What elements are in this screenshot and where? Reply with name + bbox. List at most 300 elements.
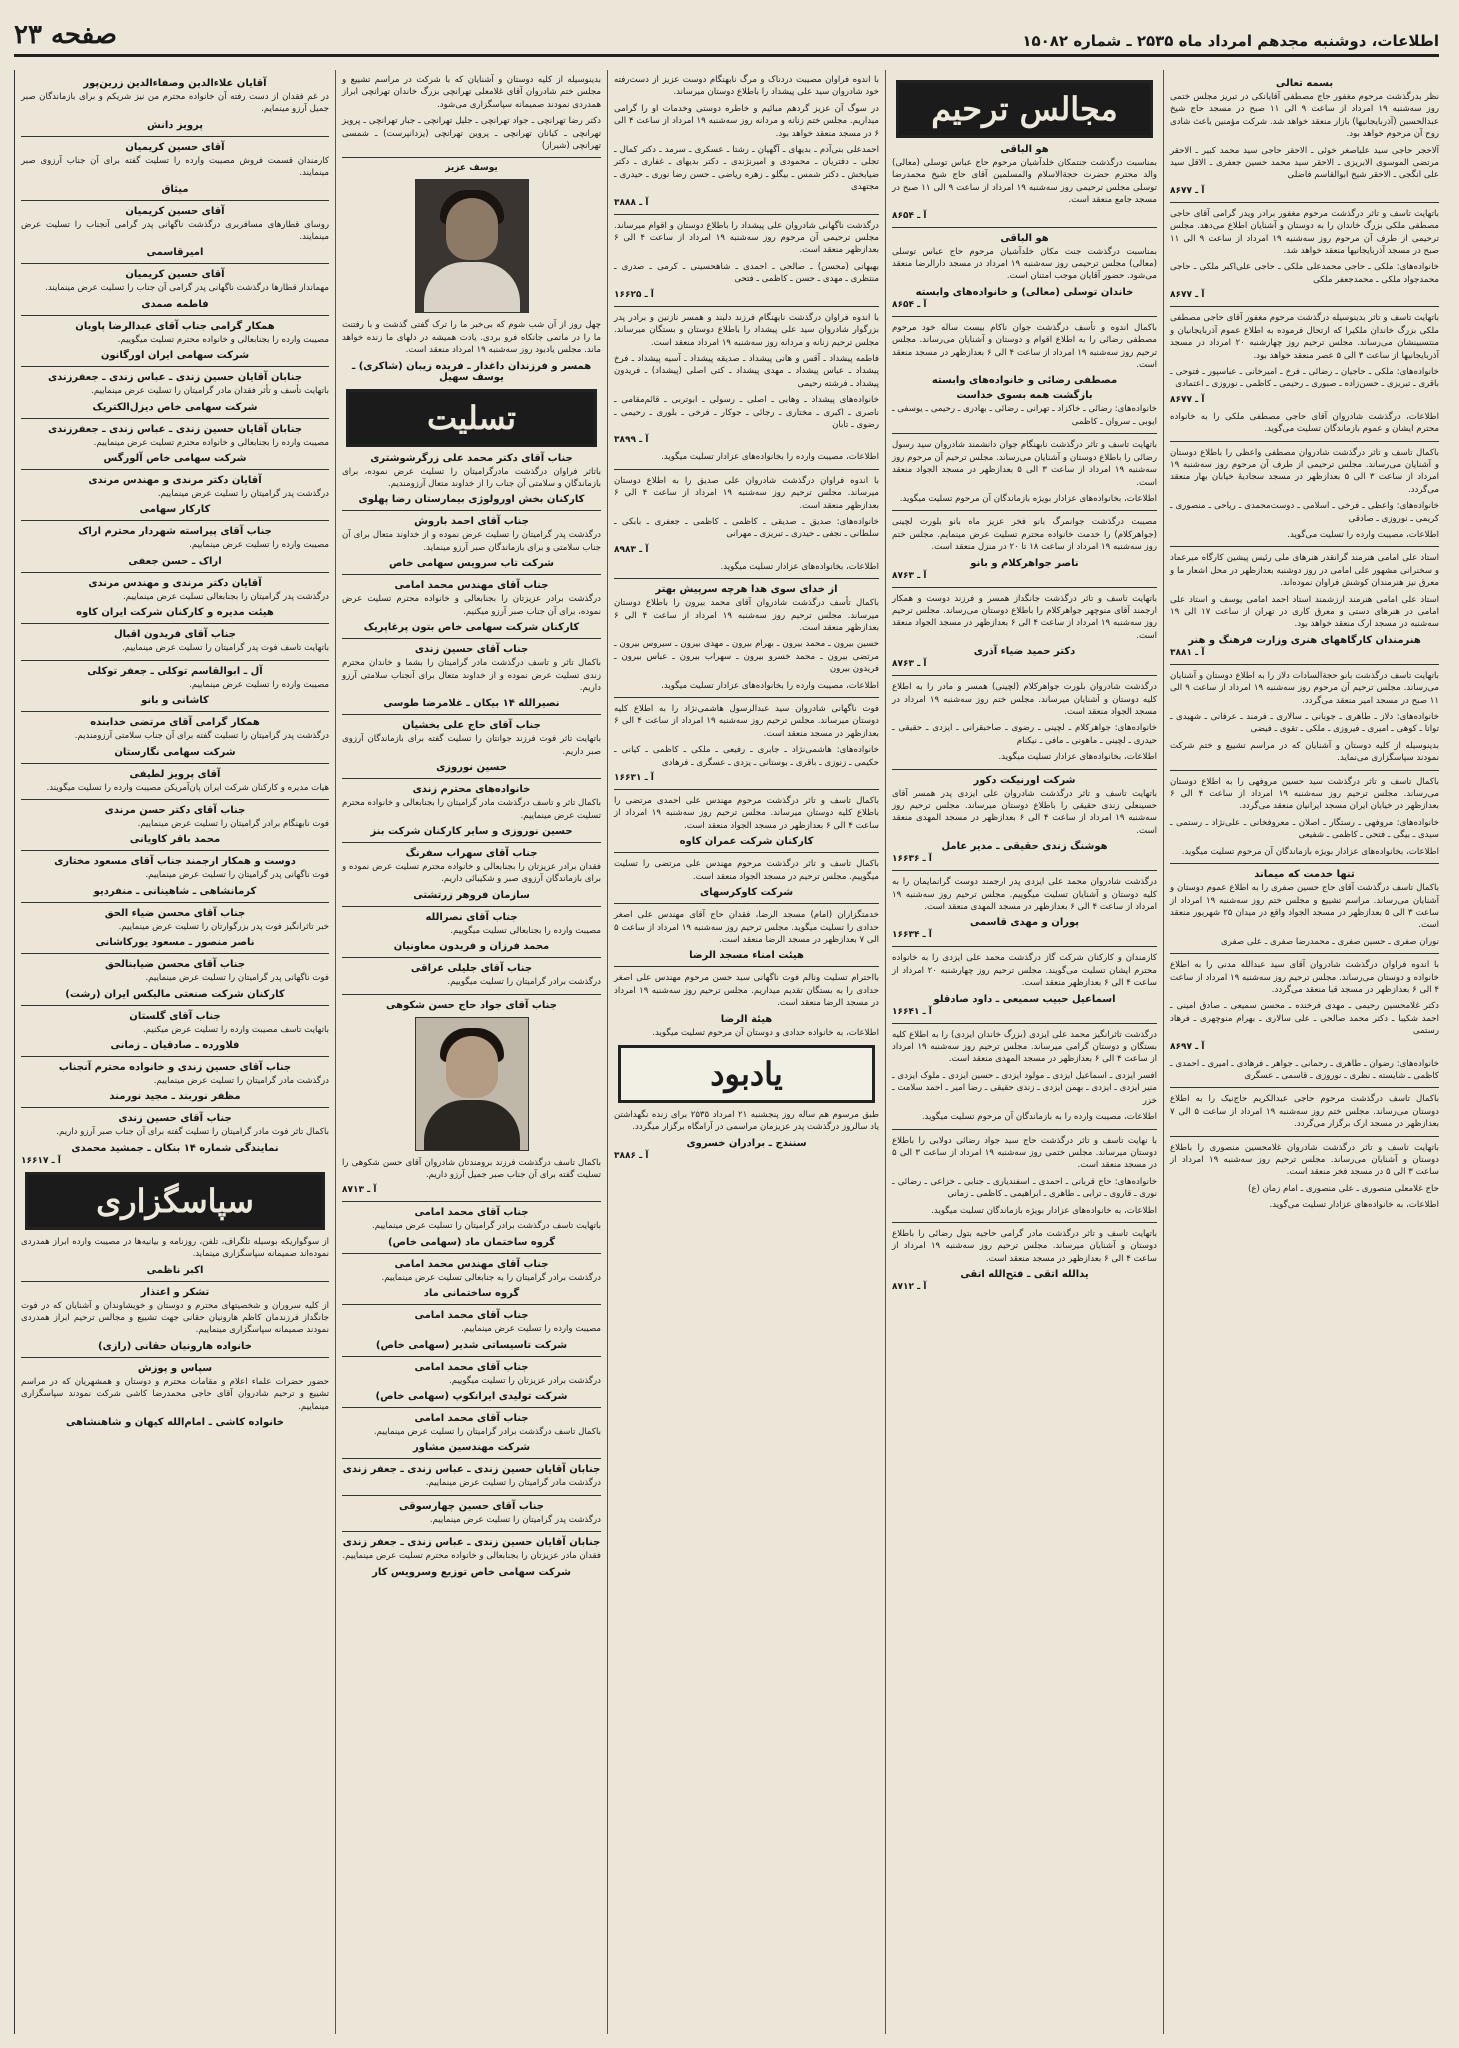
divider bbox=[1170, 1136, 1439, 1137]
heading: جناب آقای دکتر حسن مرندی bbox=[104, 804, 246, 816]
notice-text: درگذشت مادر گرامیتان را تسلیت عرض مینماییم. bbox=[425, 1478, 601, 1489]
divider bbox=[614, 469, 879, 470]
divider bbox=[21, 660, 329, 661]
ad-ref: آ ـ ۱۶۶۳۴ bbox=[892, 930, 932, 941]
ad-ref: آ ـ ۳۸۸۸ bbox=[614, 197, 649, 208]
notice-text: خانواده‌های: هاشمی‌نژاد ـ جابری ـ رفیعی ـ ملکی ـ کاظمی ـ کیانی ـ حکیمی ـ زنوزی ـ باقری ـ بوستانی ـ یزدی ـ عسگری ـ فرهادی bbox=[614, 745, 879, 768]
notice-text: مصیبت درگذشت جوانمرگ بانو فخر عزیز ماه بانو بلورت لچینی (جواهرکلام) را خدمت خانواده محترم تسلیت عرض مینمایم. مجلس ختم روز سه‌شنبه ۱۹ امرداد از ساعت ۱۸ تا ۲۰ در منزل منعقد است. bbox=[892, 517, 1157, 553]
heading: جناب آقای حسین زندی bbox=[414, 644, 529, 656]
divider bbox=[892, 433, 1157, 434]
notice-text: خانواده‌های پیشداد ـ وهابی ـ اصلی ـ رسولی ـ ابوتربی ـ قائم‌مقامی ـ ناصری ـ اکبری ـ مختاری ـ رجائی ـ جوکار ـ فرخی ـ بلوری ـ رحیمی ـ رضوی ـ تابان bbox=[614, 395, 879, 430]
divider bbox=[342, 906, 601, 907]
notice-text: خدمتگزاران (امام) مسجد الرضا، فقدان حاج آقای مهندس علی اصغر حدادی را تسلیت میگوید. مجلس ترحیم روز سه‌شنبه ۱۹ امرداد از ساعت ۵ الی ۷ بعدازظهر در مسجد الرضا منعقد است. bbox=[614, 910, 879, 945]
ad-ref: آ ـ ۸۶۵۴ bbox=[892, 210, 927, 221]
signature: مظفر نوربند ـ مجید نورمند bbox=[109, 1091, 241, 1103]
notice-text: مصیبت وارده را تسلیت عرض مینماییم. bbox=[189, 679, 329, 690]
divider bbox=[342, 957, 601, 958]
heading: جناب آقای حسین چهارسوقی bbox=[399, 1500, 544, 1512]
heading: جناب آقای محسن ضیابنالحق bbox=[104, 959, 246, 971]
signature: کارکنان شرکت عمران کاوه bbox=[679, 836, 814, 848]
column-3 bbox=[607, 70, 885, 2034]
signature: خانواده هارونیان حقانی (رازی) bbox=[98, 1340, 252, 1352]
notice-text: بمناسبت درگذشت جنتمکان خلدآشیان مرحوم حاج عباس توسلی (معالی) والد محترم حضرت حجة‌الاسلام والمسلمین آقای حاج شیخ محمدرضا توسلی مجلس ترحیمی روز سه‌شنبه ۱۹ امرداد از ساعت ۹ الی ۱۱ صبح در مسجد جامع منعقد است. bbox=[892, 158, 1157, 206]
divider bbox=[21, 850, 329, 851]
divider bbox=[21, 1107, 329, 1108]
ad-ref: آ ـ ۸۷۶۳ bbox=[892, 659, 927, 670]
column-2 bbox=[885, 70, 1163, 2034]
heading: دوست و همکار ارجمند جناب آقای مسعود مختاری bbox=[54, 856, 296, 868]
signature: گروه ساختمانی ماد bbox=[423, 1288, 520, 1300]
notice-text: دکتر غلامحسین رحیمی ـ مهدی فرخنده ـ محسن سمیعی ـ صادق امینی ـ احمد شکیبا ـ دکتر محمد صالحی ـ علی سالاری ـ بهرام منوچهری ـ فرهاد رستمی bbox=[1170, 1001, 1439, 1037]
signature: ناصر منصور ـ مسعود یورکاشانی bbox=[95, 937, 255, 949]
notice-text: اطلاعات، درگذشت شادروان آقای حاجی مصطفی ملکی را به خانواده محترم ایشان و عموم بازماندگان تسلیت می‌گوید. bbox=[1170, 411, 1439, 435]
photo-caption: یوسف عزیز bbox=[445, 163, 498, 174]
ad-ref: آ ـ ۱۶۶۳۱ bbox=[614, 773, 654, 784]
notice-text: درگذشت برادر عزیزتان را بجنابعالی و خانواده محترم تسلیت عرض نموده، برای آن جناب صبر آرزو میکنیم. bbox=[342, 594, 601, 617]
heading: جناب آقای محمد امامی bbox=[414, 1413, 529, 1424]
notice-text: بمناسبت درگذشت جنت مکان خلدآشیان مرحوم حاج عباس توسلی (معالی) مجلس ترحیمی روز سه‌شنبه ۱۹ امرداد در مسجد دارالرضا منعقد می‌شود. حضور آقایان موجب امتنان است. bbox=[892, 246, 1157, 282]
heading: جناب آقای محمد امامی bbox=[414, 1310, 529, 1322]
notice-text: باکمال تاسف و تاثر درگذشت سید حسین مروفهی را به اطلاع دوستان می‌رساند. مجلس ترحیم روز سه‌شنبه ۱۹ امرداد از ساعت ۴ الی ۶ بعدازظهر در خیابان ایران مسجد ایرانیان منعقد می‌گردد. bbox=[1170, 776, 1439, 812]
signature: کرمانشاهی ـ شاهینانی ـ منفردیو bbox=[93, 885, 257, 897]
ad-ref: آ ـ ۸۶۷۷ bbox=[1170, 290, 1205, 301]
heading: سپاس و پوزش bbox=[137, 1362, 213, 1374]
divider bbox=[21, 623, 329, 624]
signature: دکتر حمید ضیاء آذری bbox=[973, 646, 1076, 658]
divider bbox=[892, 510, 1157, 511]
signature: خانواده کاشی ـ امام‌الله کیهان و شاهنشاهی bbox=[66, 1417, 284, 1428]
notice-text: آلاحجر حاجی سید علیاصغر خوئی ـ الاحقر حاجی سید محمد کبیر ـ الاحقر مرتضی الموسوی الابریزی ـ الاحقر سید محمد حسین جعفری ـ الاقل سید علی انگجی ـ الاحقر شیخ ابوالقاسم فاضلی bbox=[1170, 145, 1439, 181]
notice-text: درگذشت پدر گرامیتان را بجنابعالی تسلیت عرض مینماییم. bbox=[123, 591, 329, 602]
signature: خاندان توسلی (معالی) و خانواده‌های وابسته bbox=[915, 286, 1134, 298]
divider bbox=[892, 587, 1157, 588]
heading: جنابان آقایان حسین زندی ـ عباس زندی ـ جعفرزندی bbox=[47, 423, 303, 435]
divider bbox=[614, 306, 879, 307]
heading: بازگشت همه بسوی خداست bbox=[956, 390, 1093, 402]
signature: کارکنان بخش اورولوژی بیمارستان رضا پهلوی bbox=[358, 494, 585, 506]
notice-text: اطلاعات، به خانواده حدادی و دوستان آن مرحوم تسلیت میگوید. bbox=[652, 1027, 879, 1038]
divider bbox=[21, 1005, 329, 1006]
signature: محمد فرزان و فریدون معاونیان bbox=[393, 941, 550, 953]
notice-text: درگذشت برادر عزیزتان را تسلیت میگوییم. bbox=[449, 1375, 601, 1386]
notice-text: روسای قطارهای مسافربری درگذشت ناگهانی پدر گرامی آنجناب را تسلیت عرض مینمایند. bbox=[21, 219, 329, 243]
heading: شرکت اورنیکت دکور bbox=[973, 774, 1076, 786]
heading: جنابان آقایان حسین زندی ـ عباس زندی ـ جعفر زندی bbox=[342, 1537, 601, 1549]
notice-text: باتهایت تاسف و تاثر درگذشت شادروان علی ایزدی پدر همسر آقای حسینعلی زندی حقیقی را باطلاع دوستان میرساند. مجلس ترحیم روز سه‌شنبه ۱۹ امرداد از ساعت ۴ الی ۶ بعدازظهر در مسجد المهدی منعقد است. bbox=[892, 788, 1157, 836]
divider bbox=[1170, 202, 1439, 203]
divider bbox=[1170, 441, 1439, 442]
divider bbox=[342, 574, 601, 575]
notice-text: باکمال تاسف و تاثر درگذشت شادروان مصطفی واعظی را باطلاع دوستان و آشنایان می‌رساند. مجلس ترحیمی از طرف آن مرحوم روز سه‌شنبه ۱۹ امرداد از ساعت ۳ الی ۵ بعدازظهر در مسجد سجادیهٔ خیابان بهار منعقد می‌گردد. bbox=[1170, 447, 1439, 495]
notice-text: درگذشت برادر گرامیتان را به جنابعالی تسلیت عرض مینماییم. bbox=[381, 1272, 601, 1283]
divider bbox=[342, 1304, 601, 1305]
divider bbox=[21, 418, 329, 419]
ad-ref: آ ـ ۸۹۸۳ bbox=[614, 544, 649, 555]
signature: هوشنگ زندی حقیقی ـ مدیر عامل bbox=[941, 841, 1108, 853]
heading: جناب آقای گلستان bbox=[129, 1010, 221, 1022]
notice-text: خانواده‌های: ملکی ـ حاجیان ـ رضائی ـ فرخ ـ امیرخانی ـ عباسپور ـ فتوحی ـ باقری ـ تبریزی ـ حسن‌زاده ـ صبوری ـ رحیمی ـ کاظمی ـ نوروزی ـ اعتمادی bbox=[1170, 366, 1439, 390]
ad-ref: آ ـ ۸۷۶۳ bbox=[892, 570, 927, 581]
notice-text: خانواده‌های: جواهرکلام ـ لچینی ـ رضوی ـ صاحبقرانی ـ ایزدی ـ حقیقی ـ حیدری ـ لچینی ـ ماهونی ـ مافی ـ نیکنام bbox=[892, 723, 1157, 746]
signature: شرکت کاوکرسهای bbox=[699, 887, 794, 899]
notice-text: استاد علی امامی هنرمند گرانقدر هنرهای ملی رئیس پیشین کارگاه میرعماد و سخنرانی مشهور علی امامی در روز دوشنبه بعدازظهر در محل اشعار ما و معرق نیز هنرمندان کوشش فراوان نموده‌اند. bbox=[1170, 553, 1439, 589]
notice-text: درگذشت پدر گرامیتان را تسلیت گفته برای آن جناب سلامتی آرزومندیم. bbox=[74, 731, 329, 742]
heading: هو الباقی bbox=[1000, 232, 1049, 244]
divider bbox=[342, 157, 601, 158]
divider bbox=[21, 953, 329, 954]
divider bbox=[342, 994, 601, 995]
notice-text: استاد علی امامی هنرمند ارزشمند استاد احمد امامی یوسف و استاد علی امامی در هنرهای دستی و معرق کاری در تهران از ساعت ۱۷ الی ۱۹ سه‌شنبه در مسجد ارک منعقد خواهد بود. bbox=[1170, 594, 1439, 630]
notice-text: از سوگواریکه بوسیله تلگراف، تلفن، روزنامه و بیانیه‌ها در مصیبت وارده ابراز همدردی نموده‌اند صمیمانه سپاسگزاری مینماید. bbox=[21, 1236, 329, 1260]
heading: تشکر و اعتذار bbox=[140, 1286, 210, 1298]
notice-text: نظر بدرگذشت مرحوم مغفور حاج مصطفی آقایانکی در تبریز مجلس ختمی روز سه‌شنبه ۱۹ امرداد از ساعت ۹ الی ۱۱ صبح در مسجد حاج شیخ عبدالحسین (آذربایجانیها) بازار منعقد خواهد شد. شرکت مؤمنین باعث شادی روح آن مرحوم خواهد بود. bbox=[1170, 92, 1439, 140]
notice-text: اطلاعات، بخانواده‌های عزادار بویژه بازماندگان آن مرحوم تسلیت میگوید. bbox=[899, 493, 1157, 504]
signature: محمد باقر کاویانی bbox=[129, 834, 221, 846]
signature: امیرقاسمی bbox=[146, 247, 204, 259]
divider bbox=[342, 1253, 601, 1254]
signature: شرکت سهامی نگارستان bbox=[114, 746, 236, 758]
notice-text: باتهایت تاثر فوت فرزند جوانتان را تسلیت گفته برای بازماندگان آرزوی صبر داریم. bbox=[342, 734, 601, 757]
notice-text: از کلیه سروران و شخصیتهای محترم و دوستان و خویشاوندان و آشنایان که در فوت جانگداز فرزندمان کاظم هارونیان حقانی جهت تشییع و مجالس ترحیم ابراز همدردی نمودند صمیمانه سپاسگزاری مینماییم. bbox=[21, 1300, 329, 1336]
signature: هنرمندان کارگاههای هنری وزارت فرهنگ و هنر bbox=[1188, 634, 1421, 646]
divider bbox=[892, 675, 1157, 676]
heading: همکار گرامی آقای مرتضی خدابنده bbox=[90, 717, 260, 729]
heading: آقایان دکتر مرندی و مهندس مرندی bbox=[88, 577, 262, 589]
divider bbox=[342, 1356, 601, 1357]
divider bbox=[892, 1222, 1157, 1223]
notice-text: باکمال تاثر و تاسف درگذشت مادر گرامیتان را بشما و خاندان محترم زندی تسلیت عرض نموده و از خداوند متعال برای آنجناب سلامتی آرزو داریم. bbox=[342, 658, 601, 693]
divider bbox=[1170, 863, 1439, 864]
divider bbox=[342, 1458, 601, 1459]
notice-text: افسر ایزدی ـ اسماعیل ایزدی ـ مولود ایزدی ـ حسین ایزدی ـ ملوک ایزدی ـ منیر ایزدی ـ ایزدی ـ بهمن ایزدی ـ زندی حقیقی ـ رضا امیر ـ احمد سلامت ـ خزر bbox=[892, 1070, 1157, 1106]
signature: پرویز دانش bbox=[146, 119, 204, 131]
issue-line: اطلاعات، دوشنبه مجدهم امرداد ماه ۲۵۳۵ ـ شماره ۱۵۰۸۲ bbox=[1022, 32, 1439, 50]
heading: جناب آقای محمد امامی bbox=[414, 1207, 529, 1219]
signature: شرکت سهامی خاص آلورگس bbox=[103, 453, 247, 465]
heading: جناب آقای حسین زندی و خانواده محترم آنجناب bbox=[58, 1061, 292, 1073]
heading: جناب آقای حاج علی بخشیان bbox=[402, 720, 541, 732]
notice-text: هیات مدیره و کارکنان شرکت ایران پان‌آمریکن مصیبت وارده را تسلیت میگویند. bbox=[46, 782, 329, 793]
heading: همکار گرامی جناب آقای عبدالرضا پاویان bbox=[75, 320, 275, 332]
notice-text: کارمندان و کارکنان شرکت گاز درگذشت محمد علی ایزدی را به خانواده محترم ایشان تسلیت می‌گویند. مجلس ترحیم روز چهارشنبه ۲۰ امرداد از ساعت ۴ الی ۶ بعدازظهر منعقد است. bbox=[892, 953, 1157, 989]
notice-text: درگذشت پدر گرامیتان را تسلیت عرض نموده و از خداوند متعال برای آن جناب سلامتی و برای بازماندگان صبر آرزو مینماید. bbox=[342, 530, 601, 553]
signature: شرکت سهامی ایران اورگانون bbox=[100, 350, 250, 362]
signature: اراک ـ حسن جعفی bbox=[128, 555, 222, 567]
divider bbox=[892, 870, 1157, 871]
signature: حسین نوروزی bbox=[436, 762, 507, 774]
notice-text: فقدان برادر عزیزتان را بجنابعالی و خانواده محترم تسلیت عرض نموده و برای بازماندگان آرزوی صبر و شکیبائی داریم. bbox=[342, 861, 601, 885]
notice-text: خانواده‌های: رضوان ـ طاهری ـ رحمانی ـ جواهر ـ فرهادی ـ امیری ـ احمدی ـ کاظمی ـ شایسته ـ نظری ـ نوروزی ـ قاسمی ـ عسگری bbox=[1170, 1058, 1439, 1081]
divider bbox=[21, 799, 329, 800]
notice-text: اطلاعات، بخانواده‌های عزادار تسلیت میگوید. bbox=[998, 752, 1157, 763]
signature: سازمان فروهر زرتشتی bbox=[413, 889, 530, 901]
notice-text: فوت ناگهانی پدر گرامیتان را تسلیت عرض مینماییم. bbox=[145, 870, 329, 881]
notice-text: با نهایت تاسف و تاثر درگذشت حاج سید جواد رضائی دولابی را باطلاع دوستان میرساند. مجلس ختمی روز سه‌شنبه ۱۹ امرداد از ساعت ۳ الی ۵ در مسجد منعقد است. bbox=[892, 1135, 1157, 1171]
notice-text: فقدان مادر عزیزتان را بجنابعالی و خانواده محترم تسلیت عرض مینماییم. bbox=[342, 1551, 601, 1562]
notice-text: با اندوه فراوان درگذشت نابهنگام فرزند دلبند و همسر نازنین و برادر پدر بزرگوار شادروان سید علی پیشداد را باطلاع دوستان و بستگان میرساند. مجلس ترحیم زنانه و مردانه روز سه‌شنبه ۱۹ امرداد منعقد است. bbox=[614, 312, 879, 348]
notice-text: باتهایت تاسف و تاثر درگذشت نابهنگام جوان دانشمند شادروان سید رسول رضائی را باطلاع دوستان و آشنایان می‌رساند. مجلس ترحیم آن مرحوم روز سه‌شنبه ۱۹ امرداد از ساعت ۳ الی ۵ بعدازظهر در مسجد الجواد منعقد است. bbox=[892, 440, 1158, 488]
column-5 bbox=[14, 70, 335, 2034]
notice-text: درگذشت تاثرانگیز محمد علی ایزدی (بزرگ خاندان ایزدی) را به اطلاع کلیه بستگان و دوستان گرامی میرساند. مجلس ترحیم روز سه‌شنبه ۱۹ امرداد از ساعت ۴ الی ۶ بعدازظهر در مسجد المهدی منعقد است. bbox=[892, 1029, 1157, 1065]
divider bbox=[342, 714, 601, 715]
photo-body bbox=[424, 1100, 520, 1151]
notice-text: احمدعلی بنی‌آدم ـ بدیهای ـ آگهیان ـ رشتا ـ عسکری ـ سرمد ـ دکتر کمال ـ تجلی ـ دفتریان ـ محمودی و امیرنژندی ـ دکتر بدیهای ـ غفاری ـ دکتر ضیابخش ـ دکتر شمس ـ بیگلو ـ زهره ریاضی ـ حسن رضا نوری ـ حیدری ـ مجتهدی bbox=[614, 145, 879, 193]
signature: نصیرالله ۱۴ بیکان ـ غلامرضا طوسی bbox=[383, 698, 560, 710]
ad-ref: آ ـ ۱۶۶۴۱ bbox=[892, 1006, 932, 1017]
sepas-banner: سپاسگزاری bbox=[25, 1172, 325, 1230]
notice-text: خانواده‌های: واعظی ـ فرخی ـ اسلامی ـ دوست‌محمدی ـ ریاحی ـ منصوری ـ کریمی ـ نوروزی ـ صادقی bbox=[1170, 501, 1439, 524]
divider bbox=[342, 1495, 601, 1496]
notice-text: اطلاعات، به خانواده‌های عزادار بویژه بازماندگان تسلیت میگوید. bbox=[931, 1205, 1157, 1216]
divider bbox=[614, 789, 879, 790]
notice-text: درگذشت پدر گرامیتان را تسلیت عرض مینماییم. bbox=[157, 489, 329, 500]
divider bbox=[21, 763, 329, 764]
signature: حسین نوروزی و سایر کارکنان شرکت بنز bbox=[370, 825, 573, 837]
divider bbox=[892, 1023, 1157, 1024]
notice-text: درگذشت پدر گرامیتان را تسلیت عرض مینماییم. bbox=[429, 1514, 601, 1525]
divider bbox=[1170, 546, 1439, 547]
divider bbox=[21, 263, 329, 264]
divider bbox=[1170, 770, 1439, 771]
signature: سنندج ـ برادران خسروی bbox=[686, 1137, 807, 1149]
signature: ناصر جواهرکلام و بانو bbox=[970, 557, 1079, 569]
majales-banner: مجالس ترحیم bbox=[896, 80, 1153, 138]
heading: آقایان دکتر مرندی و مهندس مرندی bbox=[88, 475, 262, 487]
notice-text: باتهایت تأسف و تأثر فقدان مادر گرامیتان را تسلیت عرض مینماییم. bbox=[91, 386, 329, 397]
notice-text: خانواده‌های: حاج قربانی ـ احمدی ـ اسفندیاری ـ جنابی ـ خزاعی ـ رضائی ـ نوری ـ قاروی ـ ترابی ـ طاهری ـ ابراهیمی ـ کاظمی ـ زمانی bbox=[892, 1176, 1157, 1200]
divider bbox=[614, 903, 879, 904]
notice-text: خبر تاثرانگیز فوت پدر بزرگوارتان را تسلیت عرض مینماییم. bbox=[118, 921, 329, 932]
signature: فلاورده ـ صادقیان ـ زمانی bbox=[110, 1039, 240, 1051]
notice-text: باتهایت تاسف و تاثر درگذشت شادروان غلامحسین منصوری را باطلاع دوستان و آشنایان می‌رساند. مجلس ترحیم روز سه‌شنبه ۱۹ امرداد از ساعت ۳ الی ۵ در مسجد فخر منعقد است. bbox=[1170, 1142, 1439, 1178]
notice-text: باتهایت تاسف و تاثر درگذشت جانگداز همسر و فرزند دوست و همکار ارجمند آقای منوچهر جواهرکلام را باطلاع دوستان می‌رساند. مجلس ترحیم روز سه‌شنبه ۱۹ امرداد از ساعت ۴ الی ۶ بعدازظهر در مسجد الجواد منعقد است. bbox=[892, 593, 1158, 641]
notice-text: فوت ناگهانی پدر گرامیتان را تسلیت عرض مینماییم. bbox=[145, 973, 329, 984]
divider bbox=[614, 697, 879, 698]
notice-text: خانواده‌های: صدیق ـ صدیقی ـ کاظمی ـ کاظمی ـ جعفری ـ بابکی ـ سلطانی ـ نجفی ـ حیدری ـ تبریزی ـ مهرانی bbox=[614, 516, 879, 540]
divider bbox=[614, 214, 879, 215]
divider bbox=[1170, 953, 1439, 954]
divider bbox=[342, 1201, 601, 1202]
notice-text: با اندوه فراوان درگذشت شادروان علی صدیق را به اطلاع دوستان میرساند. مجلس ترحیم روز سه‌شنبه ۱۹ امرداد از ساعت ۴ الی ۶ بعدازظهر منعقد است. bbox=[614, 475, 879, 511]
notice-text: باتهایت تاسف فوت پدر گرامیتان را تسلیت عرض مینماییم. bbox=[122, 643, 329, 654]
portrait-photo bbox=[415, 179, 529, 313]
divider bbox=[21, 136, 329, 137]
notice-text: در غم فقدان از دست رفته آن خانواده محترم من نیز شریکم و برای بازماندگان صبر جمیل آرزو مینمایم. bbox=[21, 92, 329, 115]
notice-text: بااحترام تسلیت ونالم فوت ناگهانی سید حسن مرحوم مهندس علی اصغر حدادی را به بستگان تقدیم میداریم. مجلس ترحیم روز سه‌شنبه ۱۹ امرداد در مسجد الرضا منعقد است. bbox=[614, 973, 879, 1009]
notice-text: فاطمه پیشداد ـ آقس و هانی پیشداد ـ صدیقه پیشداد ـ آسیه پیشداد ـ فرخ پیشداد ـ عباس پیشداد ـ مهدی پیشداد ـ کتی اصلی (پیشداد) ـ فریدون پیشداد ـ فرشته رحیمی bbox=[614, 353, 879, 389]
photo-head bbox=[446, 198, 498, 260]
heading: جناب آقای جواد حاج حسن شکوهی bbox=[386, 999, 557, 1011]
heading: خانواده‌های محترم زندی bbox=[412, 784, 531, 796]
notice-text: فوت ناگهانی شادروان سید عبدالرسول هاشمی‌نژاد را به اطلاع کلیه دوستان میرساند. مجلس ترحیم روز سه‌شنبه ۱۹ امرداد از ساعت ۴ الی ۶ بعدازظهر در مسجد منعقد است. bbox=[614, 704, 879, 739]
notice-text: مصیبت وارده را تسلیت عرض مینماییم. bbox=[189, 540, 329, 551]
notice-text: باتهایت تاسف درگذشت برادر گرامیتان را تسلیت عرض مینماییم. bbox=[372, 1221, 601, 1232]
notice-text: مصیبت وارده را بجنابعالی و خانواده محترم تسلیت عرض مینماییم. bbox=[93, 437, 329, 448]
signature: هیئت مدیره و کارکنان شرکت ایران کاوه bbox=[76, 607, 274, 619]
heading: جنابان آقایان حسین زندی ـ عباس زندی ـ جعفرزندی bbox=[47, 372, 303, 384]
notice-text: اطلاعات، مصیبت وارده را تسلیت می‌گوید. bbox=[1287, 529, 1439, 540]
divider bbox=[614, 966, 879, 967]
divider bbox=[21, 1357, 329, 1358]
divider bbox=[21, 520, 329, 521]
divider bbox=[342, 1531, 601, 1532]
ad-ref: آ ـ ۳۸۹۹ bbox=[614, 435, 649, 446]
signature: میثاق bbox=[161, 183, 189, 195]
notice-text: باتهایت تاسف مصیبت وارده را تسلیت عرض میکنیم. bbox=[142, 1024, 329, 1035]
page-header bbox=[14, 14, 1439, 57]
notice-text: بدینوسیله از کلیه دوستان و آشنایان که در مراسم تشییع و ختم شرکت نمودند سپاسگزاری می‌نماید. bbox=[1170, 740, 1439, 764]
notice-text: باکمال تاسف و تاثر درگذشت مرحوم مهندس علی مرتضی را تسلیت میگوییم. مجلس ترحیم در مسجد الجواد منعقد است. bbox=[614, 859, 879, 882]
signature: هیئة الرضا bbox=[720, 1013, 773, 1025]
notice-text: باتهایت تاسف و تاثر بدینوسیله درگذشت مرحوم مغفور آقای حاجی مصطفی ملکی بزرگ خاندان ملکیرا که ارتحال فرموده به اطلاع عموم آذربایجانیان و منتسبینشان می‌رساند. مجلس ترحیم روز چهارشنبه ۲۰ امرداد در مسجد آذربایجانیها از ساعت ۳ الی ۵ عصر منعقد خواهد بود. bbox=[1170, 313, 1439, 361]
heading: آقای حسین کریمیان bbox=[125, 269, 225, 281]
heading: از خدای سوی هدا هرچه سرپیش بهتر bbox=[655, 584, 838, 596]
signature: شرکت سهامی خاص دیزل‌الکتریک bbox=[92, 401, 258, 413]
notice-text: بدینوسیله از کلیه دوستان و آشنایان که با شرکت در مراسم تشییع و مجلس ختم شادروان آقای غلامعلی تهرانچی بزرگ خاندان تهرانچی ابراز همدردی نمودند صمیمانه سپاسگزاری می‌شود. bbox=[342, 75, 601, 110]
signature: شرکت تولیدی ایرانکوپ (سهامی خاص) bbox=[375, 1391, 568, 1402]
heading: جناب آقای سهراب سفرنگ bbox=[405, 847, 538, 859]
ad-ref: آ ـ ۸۷۱۲ bbox=[892, 1282, 927, 1293]
notice-text: حاج غلامعلی منصوری ـ علی منصوری ـ امام زمان (ع) bbox=[1248, 1183, 1439, 1194]
signature: پوران و مهدی قاسمی bbox=[969, 917, 1080, 929]
divider bbox=[892, 946, 1157, 947]
notice-text: باکمال تاسف درگذشت برادر گرامیتان را تسلیت عرض مینماییم. bbox=[373, 1427, 601, 1437]
divider bbox=[614, 578, 879, 579]
notice-text: باکمال تاثر فوت مادر گرامیتان را تسلیت گفته برای آن جناب صبر آرزو داریم. bbox=[56, 1127, 329, 1138]
heading: آقای حسین کریمیان bbox=[125, 141, 225, 153]
heading: هو الباقی bbox=[1000, 144, 1049, 155]
divider bbox=[892, 316, 1157, 317]
signature: شرکت سهامی خاص توزیع وسرویس کار bbox=[372, 1566, 571, 1578]
divider bbox=[21, 1056, 329, 1057]
notice-text: با اندوه فراوان مصیبت دردناک و مرگ نابهنگام دوست عزیز از دست‌رفته خود شادروان سید علی پیشداد را باطلاع دوستان میرساند. bbox=[614, 75, 879, 98]
photo-head bbox=[446, 1036, 498, 1098]
notice-text: درگذشت ناگهانی شادروان علی پیشداد را باطلاع دوستان و اقوام میرساند. مجلس ترحیمی آن مرحوم روز سه‌شنبه ۱۹ امرداد از ساعت ۴ الی ۶ بعدازظهر منعقد است. bbox=[614, 220, 879, 256]
notice-text: چهل روز از آن شب شوم که بی‌خبر ما را ترک گفتی گذشت و با رفتنت ما را در ماتمی جانکاه فرو بردی. یادت همیشه در دلهای ما زنده خواهد ماند. مجلس یادبود روز سه‌شنبه ۱۹ امرداد منعقد است. bbox=[342, 320, 601, 356]
ad-ref: آ ـ ۱۶۶۲۵ bbox=[614, 289, 654, 300]
page-number: صفحه ۲۳ bbox=[14, 20, 117, 50]
signature: مصطفی رضائی و خانواده‌های وابسته bbox=[931, 375, 1118, 387]
signature: فاطمه صمدی bbox=[141, 298, 209, 310]
notice-text: مصیبت وارده را تسلیت عرض مینماییم. bbox=[461, 1324, 601, 1335]
heading: بسمه تعالی bbox=[1275, 78, 1334, 89]
signature: یدالله اتقی ـ فتح‌الله اتقی bbox=[960, 1269, 1089, 1281]
notice-text: اطلاعات، مصیبت وارده را بخانواده‌های عزادار تسلیت میگوید. bbox=[661, 452, 879, 463]
heading: جناب آقای نصرالله bbox=[425, 911, 518, 923]
heading: جناب آقای فریدون اقبال bbox=[114, 629, 236, 641]
column-4 bbox=[335, 70, 607, 2034]
notice-text: باکمال تاسف درگذشت مرحوم حاجی عبدالکریم حاج‌نیک را به اطلاع دوستان می‌رساند. مجلس ختم روز سه‌شنبه ۱۹ امرداد از ساعت ۵ الی ۷ بعدازظهر در مسجد ارک برگزار می‌گردد. bbox=[1170, 1094, 1440, 1130]
divider bbox=[21, 366, 329, 367]
notice-text: اطلاعات، مصیبت وارده را به بازماندگان آن مرحوم تسلیت میگوید. bbox=[921, 1112, 1157, 1123]
heading: آقایان علاءالدین وصفاءالدین زرین‌پور bbox=[83, 78, 267, 89]
signature: کارکنان شرکت سهامی خاص بتون پرغاپریک bbox=[363, 622, 580, 634]
notice-text: باکمال تاسف درگذشت آقای حاج حسین صفری را به اطلاع عموم دوستان و آشنایان می‌رساند. مراسم تشییع و مجلس ختم روز سه‌شنبه ۱۹ امرداد از ساعت ۳ الی ۵ بعدازظهر در مسجد الجواد واقع در میدان ۲۵ شهریور منعقد است. bbox=[1170, 883, 1439, 931]
notice-text: حسین بیرون ـ محمد بیرون ـ بهرام بیرون ـ مهدی بیرون ـ سیروس بیرون ـ مرتضی بیرون ـ محمد خسرو بیرون ـ سهراب بیرون ـ عباس بیرون ـ فریدون بیرون bbox=[614, 639, 879, 675]
notice-text: درگذشت برادر گرامیتان را تسلیت میگوییم. bbox=[447, 977, 601, 988]
heading: جناب آقای محمد امامی bbox=[414, 1361, 529, 1373]
signature: همسر و فرزندان داغدار ـ فریده زیبان (شاکری) ـ یوسف سهیل bbox=[351, 360, 592, 383]
divider bbox=[21, 902, 329, 903]
divider bbox=[21, 315, 329, 316]
ad-ref: آ ـ ۸۶۷۷ bbox=[1170, 394, 1205, 405]
column-1 bbox=[1163, 70, 1445, 2034]
divider bbox=[21, 572, 329, 573]
notice-text: کارمندان قسمت فروش مصیبت وارده را تسلیت گفته برای آن جناب آرزوی صبر مینمایند. bbox=[21, 155, 329, 179]
heading: جناب آقای پیراسته شهردار محترم اراک bbox=[78, 526, 272, 538]
divider bbox=[21, 1281, 329, 1282]
notice-text: دکتر رضا تهرانچی ـ جواد تهرانچی ـ جلیل تهرانچی ـ جبار تهرانچی ـ پرویز تهرانچی ـ کیانان تهرانچی ـ پروین تهرانچی (یزدانپرست) ـ شمسی تهرانچی (شیراز) bbox=[342, 116, 601, 152]
notice-text: طبق مرسوم هم ساله روز پنجشنبه ۲۱ امرداد ۲۵۳۵ برای زنده نگهداشتن یاد سالروز درگذشت پدر عزیزمان مراسمی در آرامگاه برگزار میگردد. bbox=[614, 1109, 879, 1133]
signature: کاشانی و بانو bbox=[141, 695, 209, 707]
notice-text: اطلاعات، بخانواده‌های عزادار بویژه بازماندگان آن مرحوم تسلیت میگوید. bbox=[1181, 846, 1439, 857]
notice-text: باتهایت تاسف و تاثر درگذشت مادر گرامی حاجیه بتول رضائی را باطلاع دوستان و آشنایان میرساند. مجلس ترحیم روز سه‌شنبه ۱۹ امرداد از ساعت ۴ الی ۶ بعدازظهر در مسجد منعقد است. bbox=[892, 1228, 1157, 1264]
notice-text: در سوگ آن عزیز گردهم مبائیم و خاطره دوستی وخدمات او را گرامی میداریم. مجلس ختم زنانه و مردانه روز سه‌شنبه ۱۹ امرداد از ساعت ۴ الی ۶ در مسجد منعقد خواهد بود. bbox=[614, 103, 880, 139]
ad-ref: آ ـ ۸۶۹۷ bbox=[1170, 1041, 1205, 1052]
signature: گروه ساختمان ماد (سهامی خاص) bbox=[387, 1236, 556, 1248]
ad-ref: آ ـ ۳۸۸۱ bbox=[1170, 647, 1205, 658]
heading: جناب آقای دکتر محمد علی زرگرشوشتری bbox=[370, 452, 573, 464]
divider bbox=[1170, 1087, 1439, 1088]
heading: جناب آقای مهندس محمد امامی bbox=[394, 1258, 549, 1270]
notice-text: با اندوه فراوان درگذشت شادروان آقای سید عبدالله مدنی را به اطلاع خانواده و دوستان می‌رساند. مجلس ترحیم روز سه‌شنبه ۱۹ امرداد از ساعت ۴ الی ۶ بعدازظهر در مسجد قبا منعقد می‌گردد. bbox=[1170, 960, 1439, 995]
notice-text: نوران صفری ـ حسین صفری ـ محمدرضا صفری ـ علی صفری bbox=[1221, 936, 1439, 947]
notice-text: مصیبت وارده را بجنابعالی تسلیت میگوییم. bbox=[450, 925, 601, 936]
ad-ref: آ ـ ۳۸۸۶ bbox=[614, 1150, 649, 1161]
notice-text: باکمال تأسف درگذشت شادروان آقای محمد بیرون را باطلاع دوستان میرساند. مجلس ترحیم روز سه‌شنبه ۱۹ امرداد از ساعت ۴ الی ۶ بعدازظهر منعقد است. bbox=[614, 598, 879, 633]
divider bbox=[21, 469, 329, 470]
signature: اکبر ناظمی bbox=[146, 1264, 204, 1276]
heading: تنها خدمت که میماند bbox=[1254, 869, 1355, 881]
tasliat-banner: تسلیت bbox=[346, 389, 597, 447]
notice-text: خانواده‌های: ملکی ـ حاجی محمدعلی ملکی ـ حاجی علی‌اکبر ملکی ـ حاجی محمدجواد ملکی ـ محمدجعفر ملکی bbox=[1170, 262, 1439, 285]
heading: آقای حسین کریمیان bbox=[125, 205, 225, 217]
divider bbox=[21, 711, 329, 712]
notice-text: باتهایت تاسف درگذشت بانو حجة‌السادات دلاز را به اطلاع دوستان و آشنایان می‌رساند. مجلس ترحیم آن مرحوم روز سه‌شنبه ۱۹ امرداد از ساعت ۹ الی ۱۱ صبح در مسجد امیر منعقد می‌گردد. bbox=[1170, 670, 1439, 706]
yadbud-banner: یادبود bbox=[618, 1045, 875, 1103]
notice-text: باکمال تاسف و تاثر درگذشت مرحوم مهندس علی احمدی مرتضی را باطلاع کلیه دوستان میرساند. مجلس ترحیم روز سه‌شنبه ۱۹ امرداد از ساعت ۴ الی ۶ بعدازظهر در مسجد الجواد منعقد است. bbox=[614, 796, 879, 831]
heading: آل ـ ابوالقاسم توکلی ـ جعفر توکلی bbox=[87, 665, 263, 677]
photo-body bbox=[424, 262, 520, 313]
divider bbox=[342, 638, 601, 639]
notice-text: باکمال تاسف درگذشت فرزند برومندتان شادروان آقای حسن شکوهی را تسلیت گفته برای آن جناب صبر جمیل آرزو داریم. bbox=[342, 1157, 601, 1180]
signature: کارکنان شرکت صنعتی مالیکس ایران (رشت) bbox=[65, 988, 285, 1000]
ad-ref: آ ـ ۸۶۷۷ bbox=[1170, 185, 1205, 196]
heading: جناب آقای احمد باروش bbox=[414, 516, 529, 528]
ad-ref: آ ـ ۱۶۶۳۶ bbox=[892, 854, 932, 865]
signature: هیئت امناء مسجد الرضا bbox=[689, 950, 804, 962]
divider bbox=[342, 1407, 601, 1408]
notice-text: اطلاعات، بخانواده‌های عزادار تسلیت میگوید. bbox=[720, 561, 879, 572]
divider bbox=[1170, 306, 1439, 307]
ad-ref: آ ـ ۱۶۶۱۷ bbox=[21, 1155, 61, 1166]
divider bbox=[892, 769, 1157, 770]
signature: شرکت مهندسین مشاور bbox=[412, 1442, 531, 1454]
notice-text: حضور حضرات علماء اعلام و مقامات محترم و دوستان و همشهریان که در مراسم تشییع و ترحیم شادروان آقای حاجی محمدرضا کاشی شرکت نمودند سپاسگزاری مینماییم. bbox=[21, 1376, 329, 1412]
divider bbox=[1170, 664, 1439, 665]
notice-text: اطلاعات، به خانواده‌های عزادار تسلیت می‌گوید. bbox=[1269, 1200, 1439, 1211]
heading: جنابان آقایان حسین زندی ـ عباس زندی ـ جعفر زندی bbox=[342, 1464, 601, 1476]
divider bbox=[614, 852, 879, 853]
notice-text: باکمال اندوه و تأسف درگذشت جوان ناکام بیست ساله خود مرحوم مصطفی رضائی را به اطلاع اقوام و دوستان و آشنایان می‌رساند. مجلس ترحیم روز سه‌شنبه ۱۹ امرداد از ساعت ۴ الی ۶ بعدازظهر در مسجد منعقد است. bbox=[892, 322, 1157, 371]
notice-text: باکمال تاثر و تاسف درگذشت مادر گرامیتان را بجنابعالی و خانواده محترم تسلیت عرض مینماییم. bbox=[342, 798, 601, 821]
notice-text: درگذشت شادروان بلورت جواهرکلام (لچینی) همسر و مادر را به اطلاع کلیه دوستان و آشنایان میرساند. مجلس ختم روز سه‌شنبه ۱۹ امرداد در مسجد الجواد منعقد است. bbox=[892, 682, 1157, 717]
notice-text: خانواده‌های: مروفهی ـ رستگار ـ اصلان ـ معروفخانی ـ علی‌نژاد ـ رستمی ـ سیدی ـ بیگی ـ فتحی ـ کاظمی ـ شفیعی bbox=[1170, 817, 1439, 841]
notice-text: فوت نابهنگام برادر گرامیتان را تسلیت عرض مینماییم. bbox=[137, 818, 329, 829]
divider bbox=[892, 227, 1157, 228]
ad-ref: آ ـ ۸۶۵۴ bbox=[892, 299, 927, 310]
heading: جناب آقای مهندس محمد امامی bbox=[394, 580, 549, 592]
